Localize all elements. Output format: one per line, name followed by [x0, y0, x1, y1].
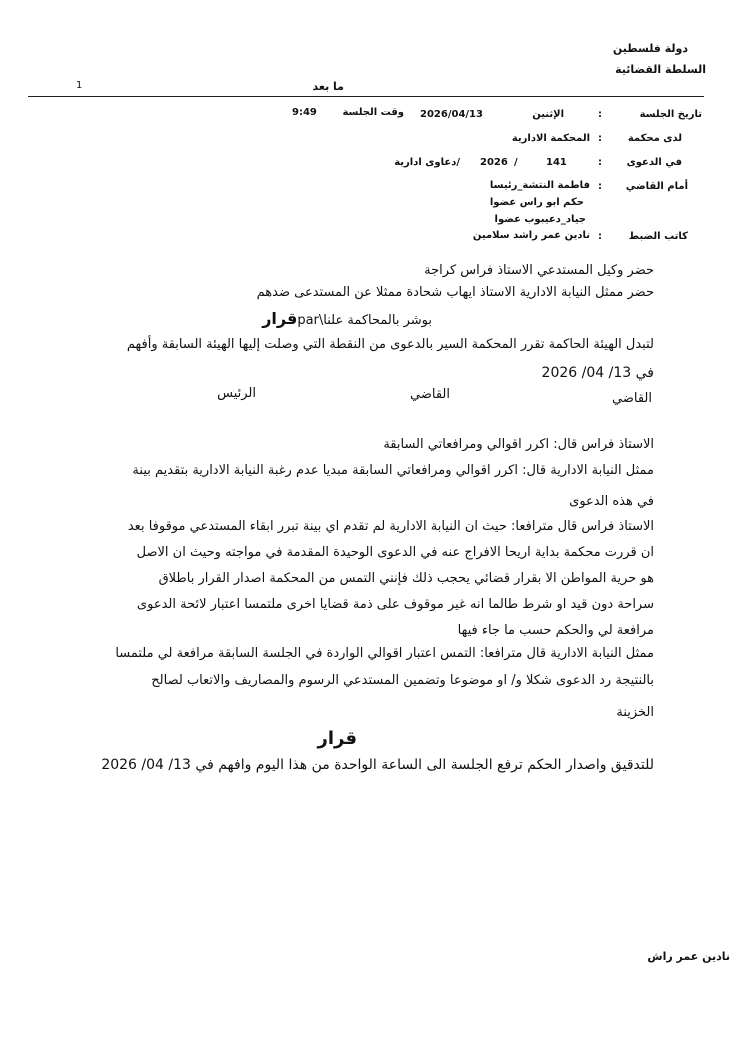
continued-label: ما بعد — [312, 80, 344, 93]
header-divider — [28, 96, 704, 97]
decision-title: قرار — [317, 728, 357, 749]
decision-inline: قرار — [262, 309, 298, 328]
prosecution-statement-line1: ممثل النيابة الادارية قال: اكرر اقوالي ومرافعاتي السابقة مبديا عدم رغبة النيابة الادارية بتقديم بينة — [132, 463, 654, 478]
applicant-plea-line3: هو حرية المواطن الا بقرار قضائي يحجب ذلك فإنني التمس من المحكمة اصدار القرار باطلاق — [158, 571, 654, 586]
case-number: 141 — [546, 157, 567, 168]
session-time-label: وقت الجلسة — [342, 107, 404, 118]
colon: : — [598, 109, 602, 120]
authority-name: السلطة القضائية — [615, 63, 706, 76]
page-number: 1 — [76, 80, 83, 91]
session-date-label: تاريخ الجلسة — [639, 109, 702, 120]
case-year: 2026 — [480, 157, 508, 168]
panel-change-text: لتبدل الهيئة الحاكمة تقرر المحكمة السير بالدعوى من النقطة التي وصلت إليها الهيئة السابقة وأفهم — [126, 337, 654, 352]
prosecution-statement-line2: في هذه الدعوى — [569, 494, 654, 509]
applicant-plea-line4: سراحة دون قيد او شرط طالما انه غير موقوف على ذمة قضايا اخرى ملتمسا اعتبار لائحة الدعوى — [136, 597, 654, 612]
case-label: في الدعوى — [626, 157, 682, 168]
applicant-plea-line5: مرافعة لي والحكم حسب ما جاء فيها — [457, 623, 654, 638]
judges-label: أمام القاضي — [625, 181, 688, 192]
session-time: 9:49 — [292, 107, 317, 118]
clerk-name: نادين عمر راشد سلامين — [472, 230, 590, 241]
colon: : — [598, 157, 602, 168]
judge-member-1: حكم ابو راس عضوا — [489, 197, 584, 208]
colon: : — [598, 133, 602, 144]
case-type: /دعاوى ادارية — [394, 157, 460, 168]
attendance-applicant: حضر وكيل المستدعي الاستاذ فراس كراجة — [424, 263, 654, 278]
session-date: 2026/04/13 — [420, 109, 483, 120]
decision-text: للتدقيق واصدار الحكم ترفع الجلسة الى الساعة الواحدة من هذا اليوم وافهم في 13/ 04/ 2026 — [101, 757, 654, 773]
applicant-statement: الاستاذ فراس قال: اكرر اقوالي ومرافعاتي السابقة — [383, 437, 654, 452]
state-name: دولة فلسطين — [612, 42, 688, 55]
colon: : — [598, 181, 602, 192]
applicant-plea-line1: الاستاذ فراس قال مترافعا: حيث ان النيابة الادارية لم تقدم اي بينة تبرر ابقاء المستدعي موقوفا بعد — [127, 519, 654, 534]
panel-change-date: في 13/ 04/ 2026 — [541, 365, 654, 381]
judge-member-2: جياد_دعيبوب عضوا — [494, 214, 586, 225]
signature-judge-2: القاضي — [410, 387, 450, 402]
footer-clerk-name: نادين عمر راش — [647, 950, 730, 963]
judge-presiding: فاطمة النتشة_رئيسا — [489, 180, 590, 191]
applicant-plea-line2: ان قررت محكمة بداية اريحا الافراج عنه في الدعوى الوحيدة المقدمة في مواجته وحيث ان الاصل — [136, 545, 654, 560]
slash: / — [514, 157, 518, 168]
prosecution-plea-line1: ممثل النيابة الادارية قال مترافعا: التمس اعتبار اقوالي الواردة في الجلسة السابقة مرافعة لي ملتمسا — [115, 646, 654, 661]
trial-opened-text: بوشر بالمحاكمة علنا\par — [297, 313, 432, 328]
signature-judge-1: القاضي — [612, 391, 652, 406]
colon: : — [598, 231, 602, 242]
court-name: المحكمة الادارية — [511, 133, 590, 144]
trial-opened-line — [262, 309, 432, 328]
signature-presiding: الرئيس — [217, 386, 256, 401]
clerk-label: كاتب الضبط — [628, 231, 688, 242]
session-day: الإثنين — [532, 109, 564, 120]
court-label: لدى محكمة — [627, 133, 682, 144]
prosecution-plea-line3: الخزينة — [616, 705, 654, 720]
prosecution-plea-line2: بالنتيجة رد الدعوى شكلا و/ او موضوعا وتضمين المستدعي الرسوم والمصاريف والاتعاب لصالح — [151, 673, 654, 688]
attendance-prosecution: حضر ممثل النيابة الادارية الاستاذ ايهاب شحادة ممثلا عن المستدعى ضدهم — [256, 285, 654, 300]
